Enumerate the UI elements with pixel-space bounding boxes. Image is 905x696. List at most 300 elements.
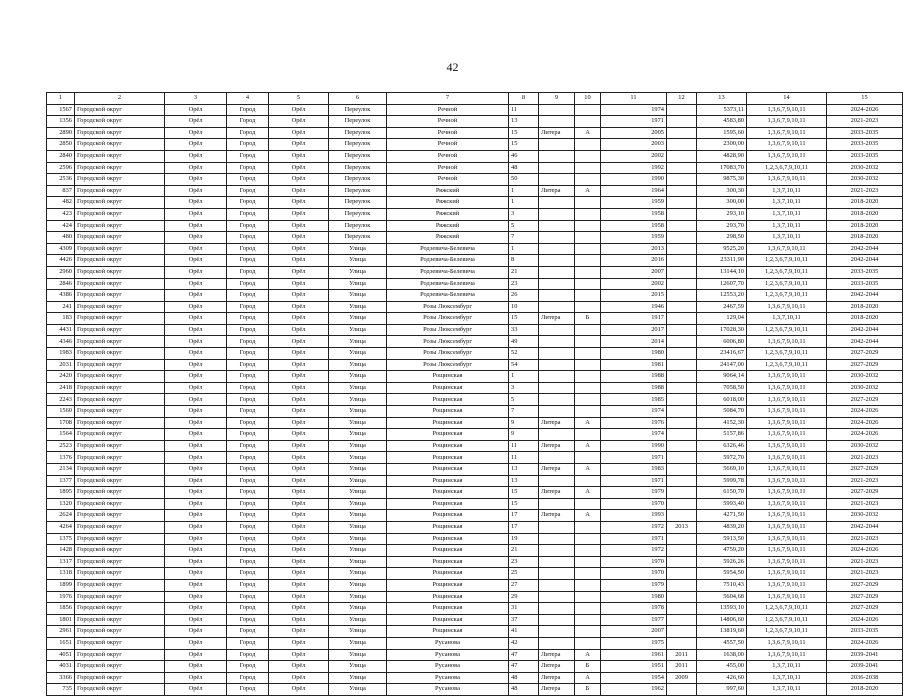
house-number-cell: 10 <box>509 301 539 313</box>
work-types-cell: 1,3,6,7,9,10,11 <box>747 417 827 429</box>
repair-period-cell: 2018-2020 <box>827 232 903 244</box>
table-row <box>47 649 903 661</box>
repair-period-cell: 2027-2029 <box>827 591 903 603</box>
construction-year-cell: 1972 <box>601 545 667 557</box>
house-number-cell: 7 <box>509 232 539 244</box>
registry-number-cell: 424 <box>47 220 75 232</box>
work-types-cell: 1,3,7,10,11 <box>747 661 827 673</box>
area-cell: 2300,00 <box>697 139 747 151</box>
municipality-name-cell: Орёл <box>165 348 227 360</box>
work-types-cell: 1,3,6,7,9,10,11 <box>747 487 827 499</box>
municipality-type-cell: Городской округ <box>75 533 165 545</box>
street-name-cell: Рощинская <box>387 533 509 545</box>
municipality-name-cell: Орёл <box>165 429 227 441</box>
column-number-header: 6 <box>329 93 387 105</box>
reconstruction-year-cell <box>667 417 697 429</box>
construction-year-cell: 1988 <box>601 371 667 383</box>
street-type-cell: Переулок <box>329 208 387 220</box>
registry-number-cell: 1377 <box>47 475 75 487</box>
registry-number-cell: 2850 <box>47 139 75 151</box>
street-name-cell: Речной <box>387 127 509 139</box>
area-cell: 5913,50 <box>697 533 747 545</box>
building-type-cell <box>539 545 575 557</box>
settlement-type-cell: Город <box>227 429 269 441</box>
area-cell: 5084,70 <box>697 406 747 418</box>
municipality-type-cell: Городской округ <box>75 127 165 139</box>
table-row <box>47 185 903 197</box>
municipality-type-cell: Городской округ <box>75 417 165 429</box>
settlement-type-cell: Город <box>227 197 269 209</box>
municipality-type-cell: Городской округ <box>75 568 165 580</box>
column-number-header: 1 <box>47 93 75 105</box>
municipality-type-cell: Городской округ <box>75 440 165 452</box>
house-number-cell: 9 <box>509 429 539 441</box>
repair-period-cell: 2030-2032 <box>827 162 903 174</box>
house-number-cell: 15 <box>509 127 539 139</box>
reconstruction-year-cell <box>667 150 697 162</box>
municipality-type-cell: Городской округ <box>75 394 165 406</box>
street-type-cell: Улица <box>329 371 387 383</box>
table-row <box>47 498 903 510</box>
municipality-name-cell: Орёл <box>165 475 227 487</box>
municipality-type-cell: Городской округ <box>75 174 165 186</box>
house-number-cell: 37 <box>509 614 539 626</box>
building-letter-cell <box>575 579 601 591</box>
settlement-name-cell: Орёл <box>269 614 329 626</box>
settlement-name-cell: Орёл <box>269 661 329 673</box>
construction-year-cell: 2003 <box>601 139 667 151</box>
settlement-type-cell: Город <box>227 672 269 684</box>
building-letter-cell: А <box>575 672 601 684</box>
construction-year-cell: 1958 <box>601 208 667 220</box>
street-name-cell: Ряжский <box>387 197 509 209</box>
settlement-name-cell: Орёл <box>269 232 329 244</box>
reconstruction-year-cell <box>667 475 697 487</box>
area-cell: 5669,10 <box>697 464 747 476</box>
work-types-cell: 1,3,6,7,9,10,11 <box>747 301 827 313</box>
area-cell: 12607,70 <box>697 278 747 290</box>
repair-period-cell: 2027-2029 <box>827 579 903 591</box>
registry-number-cell: 1376 <box>47 452 75 464</box>
registry-number-cell: 1318 <box>47 568 75 580</box>
construction-year-cell: 1980 <box>601 591 667 603</box>
work-types-cell: 1,3,6,7,9,10,11 <box>747 440 827 452</box>
reconstruction-year-cell <box>667 232 697 244</box>
registry-number-cell: 2418 <box>47 382 75 394</box>
settlement-type-cell: Город <box>227 614 269 626</box>
municipality-name-cell: Орёл <box>165 278 227 290</box>
work-types-cell: 1,3,6,7,9,10,11 <box>747 429 827 441</box>
street-name-cell: Рощинская <box>387 464 509 476</box>
municipality-type-cell: Городской округ <box>75 684 165 696</box>
street-type-cell: Переулок <box>329 197 387 209</box>
repair-period-cell: 2024-2026 <box>827 429 903 441</box>
area-cell: 7510,43 <box>697 579 747 591</box>
building-type-cell <box>539 139 575 151</box>
settlement-type-cell: Город <box>227 290 269 302</box>
street-name-cell: Розы Люксембург <box>387 301 509 313</box>
street-type-cell: Улица <box>329 545 387 557</box>
work-types-cell: 1,3,6,7,9,10,11 <box>747 150 827 162</box>
street-type-cell: Улица <box>329 614 387 626</box>
registry-number-cell: 735 <box>47 684 75 696</box>
area-cell: 5972,70 <box>697 452 747 464</box>
settlement-name-cell: Орёл <box>269 440 329 452</box>
settlement-type-cell: Город <box>227 174 269 186</box>
street-type-cell: Переулок <box>329 139 387 151</box>
repair-period-cell: 2021-2023 <box>827 475 903 487</box>
municipality-name-cell: Орёл <box>165 324 227 336</box>
building-type-cell <box>539 406 575 418</box>
municipality-type-cell: Городской округ <box>75 382 165 394</box>
column-number-header: 12 <box>667 93 697 105</box>
registry-number-cell: 1983 <box>47 348 75 360</box>
street-name-cell: Ряжский <box>387 232 509 244</box>
municipality-name-cell: Орёл <box>165 220 227 232</box>
municipality-type-cell: Городской округ <box>75 243 165 255</box>
municipality-name-cell: Орёл <box>165 417 227 429</box>
settlement-type-cell: Город <box>227 104 269 116</box>
table-row <box>47 568 903 580</box>
repair-period-cell: 2030-2032 <box>827 371 903 383</box>
work-types-cell: 1,3,7,10,11 <box>747 208 827 220</box>
building-type-cell <box>539 591 575 603</box>
registry-number-cell: 1567 <box>47 104 75 116</box>
reconstruction-year-cell <box>667 545 697 557</box>
house-number-cell: 5 <box>509 394 539 406</box>
construction-year-cell: 1954 <box>601 672 667 684</box>
reconstruction-year-cell <box>667 464 697 476</box>
settlement-type-cell: Город <box>227 579 269 591</box>
street-type-cell: Улица <box>329 417 387 429</box>
settlement-type-cell: Город <box>227 661 269 673</box>
building-letter-cell <box>575 626 601 638</box>
column-number-header: 7 <box>387 93 509 105</box>
street-type-cell: Улица <box>329 672 387 684</box>
registry-number-cell: 1564 <box>47 429 75 441</box>
registry-number-cell: 1375 <box>47 533 75 545</box>
street-type-cell: Переулок <box>329 232 387 244</box>
work-types-cell: 1,3,6,7,9,10,11 <box>747 475 827 487</box>
table-row <box>47 336 903 348</box>
registry-number-cell: 423 <box>47 208 75 220</box>
house-number-cell: 17 <box>509 510 539 522</box>
area-cell: 5993,40 <box>697 498 747 510</box>
street-name-cell: Русанова <box>387 684 509 696</box>
reconstruction-year-cell <box>667 406 697 418</box>
repair-period-cell: 2024-2026 <box>827 104 903 116</box>
building-letter-cell <box>575 150 601 162</box>
table-row <box>47 556 903 568</box>
building-letter-cell <box>575 104 601 116</box>
building-type-cell <box>539 243 575 255</box>
table-row <box>47 545 903 557</box>
repair-period-cell: 2042-2044 <box>827 290 903 302</box>
construction-year-cell: 1917 <box>601 313 667 325</box>
building-letter-cell <box>575 243 601 255</box>
area-cell: 2467,59 <box>697 301 747 313</box>
reconstruction-year-cell <box>667 127 697 139</box>
house-number-cell: 49 <box>509 336 539 348</box>
repair-period-cell: 2027-2029 <box>827 603 903 615</box>
column-number-header: 4 <box>227 93 269 105</box>
street-type-cell: Улица <box>329 661 387 673</box>
house-number-cell: 33 <box>509 324 539 336</box>
settlement-type-cell: Город <box>227 243 269 255</box>
building-type-cell <box>539 637 575 649</box>
area-cell: 13144,10 <box>697 266 747 278</box>
municipality-type-cell: Городской округ <box>75 313 165 325</box>
construction-year-cell: 1961 <box>601 649 667 661</box>
building-type-cell <box>539 278 575 290</box>
street-type-cell: Улица <box>329 440 387 452</box>
area-cell: 24147,00 <box>697 359 747 371</box>
work-types-cell: 1,3,6,7,9,10,11 <box>747 568 827 580</box>
building-type-cell <box>539 336 575 348</box>
column-number-header: 2 <box>75 93 165 105</box>
municipality-type-cell: Городской округ <box>75 232 165 244</box>
house-number-cell: 26 <box>509 290 539 302</box>
municipality-name-cell: Орёл <box>165 243 227 255</box>
work-types-cell: 1,3,6,7,9,10,11 <box>747 579 827 591</box>
street-type-cell: Улица <box>329 579 387 591</box>
municipality-type-cell: Городской округ <box>75 591 165 603</box>
house-number-cell: 31 <box>509 603 539 615</box>
work-types-cell: 1,3,6,7,9,10,11 <box>747 243 827 255</box>
repair-period-cell: 2030-2032 <box>827 510 903 522</box>
reconstruction-year-cell <box>667 603 697 615</box>
area-cell: 455,00 <box>697 661 747 673</box>
settlement-name-cell: Орёл <box>269 139 329 151</box>
street-type-cell: Улица <box>329 626 387 638</box>
street-name-cell: Родзевича-Белевича <box>387 290 509 302</box>
work-types-cell: 1,2,3,6,7,9,10,11 <box>747 324 827 336</box>
building-letter-cell <box>575 301 601 313</box>
construction-year-cell: 1979 <box>601 579 667 591</box>
street-type-cell: Улица <box>329 336 387 348</box>
area-cell: 14806,60 <box>697 614 747 626</box>
municipality-name-cell: Орёл <box>165 406 227 418</box>
building-letter-cell: А <box>575 417 601 429</box>
municipality-name-cell: Орёл <box>165 127 227 139</box>
house-number-cell: 15 <box>509 487 539 499</box>
area-cell: 293,10 <box>697 208 747 220</box>
registry-number-cell: 4031 <box>47 661 75 673</box>
street-type-cell: Улица <box>329 394 387 406</box>
repair-period-cell: 2018-2020 <box>827 301 903 313</box>
street-type-cell: Улица <box>329 290 387 302</box>
street-type-cell: Улица <box>329 464 387 476</box>
construction-year-cell: 1977 <box>601 614 667 626</box>
building-letter-cell <box>575 324 601 336</box>
municipality-type-cell: Городской округ <box>75 579 165 591</box>
settlement-type-cell: Город <box>227 440 269 452</box>
building-type-cell: Литера <box>539 487 575 499</box>
construction-year-cell: 1970 <box>601 556 667 568</box>
reconstruction-year-cell <box>667 371 697 383</box>
repair-period-cell: 2033-2035 <box>827 150 903 162</box>
construction-year-cell: 1971 <box>601 116 667 128</box>
house-number-cell: 47 <box>509 661 539 673</box>
column-number-header: 10 <box>575 93 601 105</box>
house-number-cell: 9 <box>509 417 539 429</box>
construction-year-cell: 2005 <box>601 127 667 139</box>
settlement-type-cell: Город <box>227 533 269 545</box>
reconstruction-year-cell <box>667 162 697 174</box>
work-types-cell: 1,3,7,10,11 <box>747 672 827 684</box>
area-cell: 23311,90 <box>697 255 747 267</box>
table-row <box>47 429 903 441</box>
work-types-cell: 1,3,6,7,9,10,11 <box>747 464 827 476</box>
house-number-cell: 29 <box>509 591 539 603</box>
table-row <box>47 324 903 336</box>
reconstruction-year-cell <box>667 614 697 626</box>
repair-period-cell: 2042-2044 <box>827 255 903 267</box>
settlement-name-cell: Орёл <box>269 533 329 545</box>
municipality-name-cell: Орёл <box>165 510 227 522</box>
street-type-cell: Улица <box>329 591 387 603</box>
area-cell: 4828,90 <box>697 150 747 162</box>
house-number-cell: 54 <box>509 359 539 371</box>
area-cell: 4583,80 <box>697 116 747 128</box>
municipality-type-cell: Городской округ <box>75 290 165 302</box>
municipality-type-cell: Городской округ <box>75 406 165 418</box>
work-types-cell: 1,3,7,10,11 <box>747 313 827 325</box>
table-row <box>47 278 903 290</box>
building-type-cell <box>539 301 575 313</box>
municipality-name-cell: Орёл <box>165 626 227 638</box>
settlement-name-cell: Орёл <box>269 348 329 360</box>
building-letter-cell <box>575 359 601 371</box>
registry-number-cell: 1899 <box>47 579 75 591</box>
settlement-type-cell: Город <box>227 185 269 197</box>
municipality-name-cell: Орёл <box>165 174 227 186</box>
street-name-cell: Русанова <box>387 637 509 649</box>
reconstruction-year-cell <box>667 266 697 278</box>
area-cell: 9064,14 <box>697 371 747 383</box>
construction-year-cell: 1958 <box>601 220 667 232</box>
construction-year-cell: 1975 <box>601 637 667 649</box>
building-type-cell <box>539 394 575 406</box>
house-number-cell: 1 <box>509 197 539 209</box>
street-name-cell: Рощинская <box>387 429 509 441</box>
settlement-type-cell: Город <box>227 313 269 325</box>
settlement-type-cell: Город <box>227 626 269 638</box>
house-number-cell: 3 <box>509 382 539 394</box>
building-letter-cell: А <box>575 510 601 522</box>
table-row <box>47 487 903 499</box>
area-cell: 9875,30 <box>697 174 747 186</box>
settlement-type-cell: Город <box>227 208 269 220</box>
area-cell: 426,60 <box>697 672 747 684</box>
house-number-cell: 17 <box>509 521 539 533</box>
settlement-name-cell: Орёл <box>269 429 329 441</box>
building-type-cell <box>539 382 575 394</box>
work-types-cell: 1,2,3,6,7,9,10,11 <box>747 626 827 638</box>
street-type-cell: Улица <box>329 487 387 499</box>
construction-year-cell: 1970 <box>601 498 667 510</box>
table-row <box>47 232 903 244</box>
registry-number-cell: 2523 <box>47 440 75 452</box>
repair-period-cell: 2033-2035 <box>827 266 903 278</box>
municipality-name-cell: Орёл <box>165 232 227 244</box>
table-row <box>47 406 903 418</box>
street-name-cell: Розы Люксембург <box>387 359 509 371</box>
settlement-name-cell: Орёл <box>269 301 329 313</box>
settlement-name-cell: Орёл <box>269 359 329 371</box>
repair-period-cell: 2027-2029 <box>827 464 903 476</box>
street-type-cell: Улица <box>329 348 387 360</box>
building-type-cell <box>539 104 575 116</box>
table-row <box>47 672 903 684</box>
area-cell: 13819,60 <box>697 626 747 638</box>
municipality-name-cell: Орёл <box>165 150 227 162</box>
reconstruction-year-cell <box>667 533 697 545</box>
settlement-name-cell: Орёл <box>269 603 329 615</box>
settlement-name-cell: Орёл <box>269 556 329 568</box>
municipality-name-cell: Орёл <box>165 464 227 476</box>
municipality-name-cell: Орёл <box>165 313 227 325</box>
street-name-cell: Русанова <box>387 672 509 684</box>
work-types-cell: 1,3,6,7,9,10,11 <box>747 336 827 348</box>
building-type-cell <box>539 603 575 615</box>
building-letter-cell <box>575 429 601 441</box>
house-number-cell: 48 <box>509 684 539 696</box>
construction-year-cell: 2002 <box>601 278 667 290</box>
street-name-cell: Русанова <box>387 649 509 661</box>
settlement-name-cell: Орёл <box>269 406 329 418</box>
repair-period-cell: 2021-2023 <box>827 568 903 580</box>
settlement-type-cell: Город <box>227 684 269 696</box>
construction-year-cell: 1978 <box>601 603 667 615</box>
building-letter-cell <box>575 556 601 568</box>
table-row <box>47 521 903 533</box>
reconstruction-year-cell: 2009 <box>667 672 697 684</box>
construction-year-cell: 1981 <box>601 359 667 371</box>
building-type-cell <box>539 266 575 278</box>
house-number-cell: 13 <box>509 464 539 476</box>
settlement-name-cell: Орёл <box>269 116 329 128</box>
work-types-cell: 1,3,6,7,9,10,11 <box>747 127 827 139</box>
table-row <box>47 382 903 394</box>
building-type-cell: Литера <box>539 417 575 429</box>
municipality-name-cell: Орёл <box>165 672 227 684</box>
table-row <box>47 104 903 116</box>
street-type-cell: Улица <box>329 475 387 487</box>
table-row <box>47 603 903 615</box>
building-type-cell <box>539 174 575 186</box>
building-type-cell <box>539 324 575 336</box>
municipality-type-cell: Городской округ <box>75 185 165 197</box>
street-name-cell: Розы Люксембург <box>387 348 509 360</box>
building-letter-cell: Б <box>575 313 601 325</box>
settlement-type-cell: Город <box>227 255 269 267</box>
building-type-cell: Литера <box>539 440 575 452</box>
settlement-type-cell: Город <box>227 220 269 232</box>
street-name-cell: Речной <box>387 116 509 128</box>
building-letter-cell: А <box>575 487 601 499</box>
registry-number-cell: 1317 <box>47 556 75 568</box>
area-cell: 5999,78 <box>697 475 747 487</box>
repair-period-cell: 2024-2026 <box>827 417 903 429</box>
municipality-name-cell: Орёл <box>165 116 227 128</box>
area-cell: 6018,00 <box>697 394 747 406</box>
area-cell: 5926,26 <box>697 556 747 568</box>
street-name-cell: Рощинская <box>387 498 509 510</box>
repair-period-cell: 2021-2023 <box>827 185 903 197</box>
municipality-name-cell: Орёл <box>165 336 227 348</box>
building-letter-cell <box>575 521 601 533</box>
